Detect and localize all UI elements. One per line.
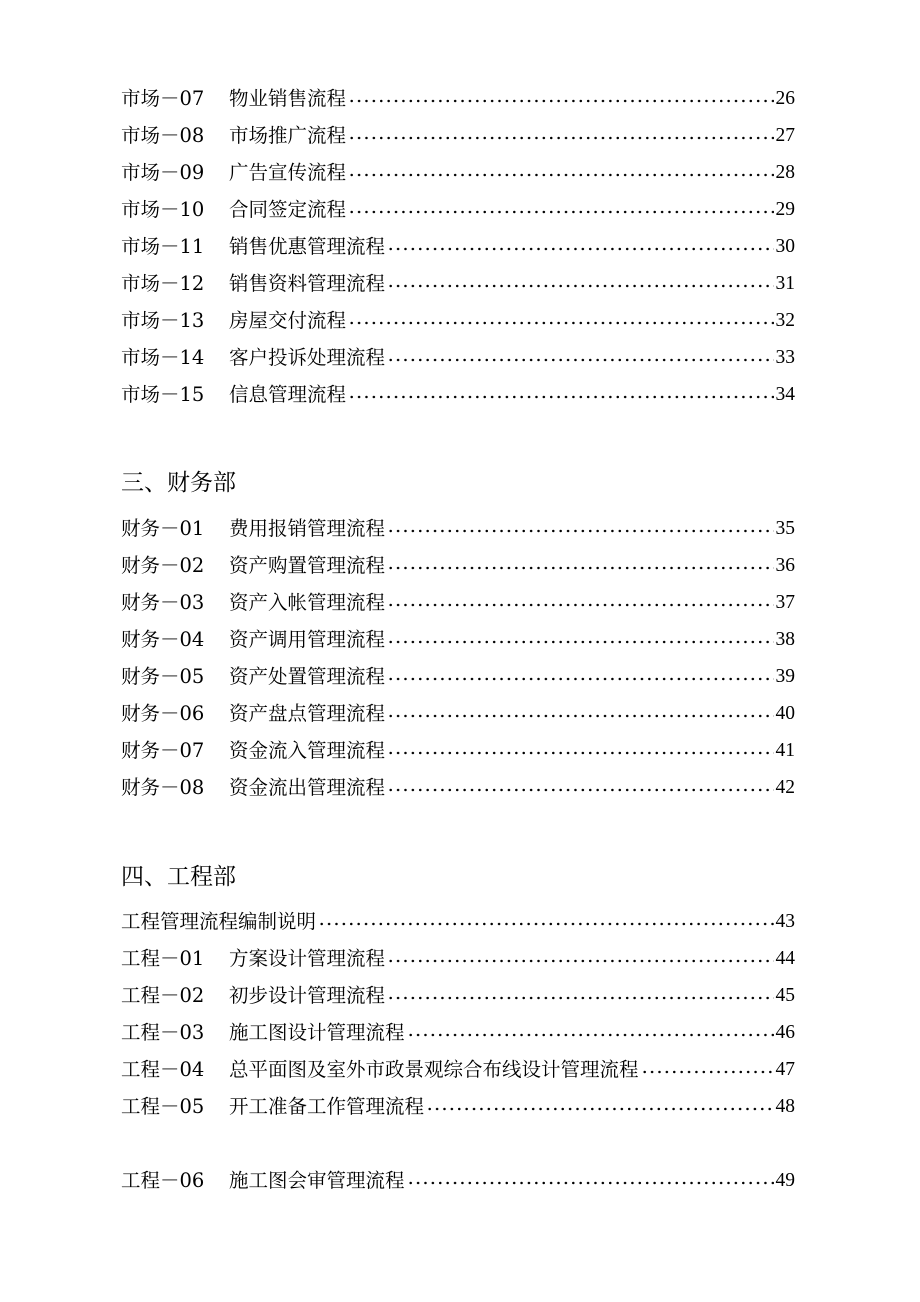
entry-page-number: 43 xyxy=(775,911,795,932)
entry-title: 资产入帐管理流程 xyxy=(229,591,386,614)
entry-code: 市场－08 xyxy=(121,124,205,147)
entry-code: 财务－04 xyxy=(121,628,205,651)
dot-leader xyxy=(426,1107,773,1111)
entry-code: 市场－11 xyxy=(121,235,205,258)
entry-page-number: 35 xyxy=(775,518,795,539)
toc-entry-market-14[interactable] xyxy=(121,343,795,373)
dot-leader xyxy=(387,640,773,644)
entry-code: 工程－03 xyxy=(121,1021,205,1044)
dot-leader xyxy=(387,959,773,963)
dot-leader xyxy=(387,284,773,288)
entry-title: 市场推广流程 xyxy=(229,124,347,147)
entry-page-number: 46 xyxy=(775,1022,795,1043)
toc-entry-finance-01[interactable] xyxy=(121,514,795,544)
entry-page-number: 48 xyxy=(775,1096,795,1117)
entry-title: 资产处置管理流程 xyxy=(229,665,386,688)
toc-entry-market-11[interactable] xyxy=(121,232,795,262)
entry-code: 财务－06 xyxy=(121,702,205,725)
entry-code: 财务－02 xyxy=(121,554,205,577)
entry-page-number: 41 xyxy=(775,740,795,761)
entry-code: 工程－01 xyxy=(121,947,205,970)
entry-page-number: 26 xyxy=(775,88,795,109)
entry-title: 工程管理流程编制说明 xyxy=(121,910,317,933)
entry-page-number: 34 xyxy=(775,384,795,405)
entry-title: 销售优惠管理流程 xyxy=(229,235,386,258)
toc-entry-engineering-03[interactable] xyxy=(121,1018,795,1048)
entry-code: 财务－01 xyxy=(121,517,205,540)
entry-code: 市场－09 xyxy=(121,161,205,184)
toc-entry-finance-06[interactable] xyxy=(121,699,795,729)
dot-leader xyxy=(387,677,773,681)
toc-entry-engineering-intro[interactable] xyxy=(121,907,795,937)
entry-title: 客户投诉处理流程 xyxy=(229,346,386,369)
entry-code: 市场－15 xyxy=(121,383,205,406)
entry-code: 市场－12 xyxy=(121,272,205,295)
entry-page-number: 44 xyxy=(775,948,795,969)
dot-leader xyxy=(387,751,773,755)
entry-title: 施工图会审管理流程 xyxy=(229,1169,405,1192)
entry-code: 财务－08 xyxy=(121,776,205,799)
entry-code: 市场－14 xyxy=(121,346,205,369)
entry-code: 财务－03 xyxy=(121,591,205,614)
dot-leader xyxy=(348,173,773,177)
toc-entry-finance-07[interactable] xyxy=(121,736,795,766)
entry-title: 广告宣传流程 xyxy=(229,161,347,184)
entry-title: 开工准备工作管理流程 xyxy=(229,1095,425,1118)
entry-page-number: 38 xyxy=(775,629,795,650)
entry-code: 市场－07 xyxy=(121,87,205,110)
toc-entry-market-10[interactable] xyxy=(121,195,795,225)
dot-leader xyxy=(348,395,773,399)
entry-title: 资产调用管理流程 xyxy=(229,628,386,651)
dot-leader xyxy=(387,358,773,362)
toc-entry-market-07[interactable] xyxy=(121,84,795,114)
entry-code: 财务－05 xyxy=(121,665,205,688)
entry-page-number: 36 xyxy=(775,555,795,576)
dot-leader xyxy=(348,136,773,140)
toc-entry-finance-04[interactable] xyxy=(121,625,795,655)
section-heading-finance: 三、财务部 xyxy=(121,470,236,496)
entry-title: 施工图设计管理流程 xyxy=(229,1021,405,1044)
dot-leader xyxy=(641,1070,774,1074)
entry-page-number: 42 xyxy=(775,777,795,798)
section-heading-engineering: 四、工程部 xyxy=(121,864,236,890)
entry-title: 销售资料管理流程 xyxy=(229,272,386,295)
toc-entry-market-12[interactable] xyxy=(121,269,795,299)
toc-entry-engineering-06[interactable] xyxy=(121,1166,795,1196)
dot-leader xyxy=(387,247,773,251)
entry-title: 资产盘点管理流程 xyxy=(229,702,386,725)
entry-code: 工程－02 xyxy=(121,984,205,1007)
entry-title: 方案设计管理流程 xyxy=(229,947,386,970)
entry-page-number: 39 xyxy=(775,666,795,687)
entry-page-number: 37 xyxy=(775,592,795,613)
entry-code: 市场－10 xyxy=(121,198,205,221)
entry-code: 市场－13 xyxy=(121,309,205,332)
dot-leader xyxy=(387,529,773,533)
entry-title: 物业销售流程 xyxy=(229,87,347,110)
dot-leader xyxy=(348,210,773,214)
dot-leader xyxy=(387,603,773,607)
entry-page-number: 30 xyxy=(775,236,795,257)
toc-entry-engineering-01[interactable] xyxy=(121,944,795,974)
entry-title: 房屋交付流程 xyxy=(229,309,347,332)
dot-leader xyxy=(348,99,773,103)
entry-page-number: 45 xyxy=(775,985,795,1006)
entry-code: 财务－07 xyxy=(121,739,205,762)
entry-page-number: 29 xyxy=(775,199,795,220)
entry-title: 初步设计管理流程 xyxy=(229,984,386,1007)
dot-leader xyxy=(407,1181,774,1185)
dot-leader xyxy=(348,321,773,325)
dot-leader xyxy=(387,996,773,1000)
toc-entry-market-09[interactable] xyxy=(121,158,795,188)
toc-entry-finance-05[interactable] xyxy=(121,662,795,692)
toc-entry-engineering-05[interactable] xyxy=(121,1092,795,1122)
dot-leader xyxy=(387,714,773,718)
entry-title: 资金流入管理流程 xyxy=(229,739,386,762)
entry-title: 费用报销管理流程 xyxy=(229,517,386,540)
entry-code: 工程－05 xyxy=(121,1095,205,1118)
entry-title: 资产购置管理流程 xyxy=(229,554,386,577)
entry-title: 资金流出管理流程 xyxy=(229,776,386,799)
entry-page-number: 33 xyxy=(775,347,795,368)
toc-entry-finance-03[interactable] xyxy=(121,588,795,618)
entry-code: 工程－04 xyxy=(121,1058,205,1081)
entry-page-number: 31 xyxy=(775,273,795,294)
entry-title: 总平面图及室外市政景观综合布线设计管理流程 xyxy=(229,1058,639,1081)
entry-page-number: 49 xyxy=(775,1170,795,1191)
toc-entry-market-15[interactable] xyxy=(121,380,795,410)
toc-entry-market-13[interactable] xyxy=(121,306,795,336)
entry-title: 信息管理流程 xyxy=(229,383,347,406)
toc-entry-engineering-04[interactable] xyxy=(121,1055,795,1085)
entry-code: 工程－06 xyxy=(121,1169,205,1192)
dot-leader xyxy=(407,1033,774,1037)
toc-entry-market-08[interactable] xyxy=(121,121,795,151)
toc-entry-engineering-02[interactable] xyxy=(121,981,795,1011)
entry-page-number: 40 xyxy=(775,703,795,724)
dot-leader xyxy=(387,788,773,792)
entry-page-number: 27 xyxy=(775,125,795,146)
entry-page-number: 32 xyxy=(775,310,795,331)
entry-page-number: 47 xyxy=(775,1059,795,1080)
dot-leader xyxy=(318,922,773,926)
toc-entry-finance-08[interactable] xyxy=(121,773,795,803)
entry-page-number: 28 xyxy=(775,162,795,183)
toc-entry-finance-02[interactable] xyxy=(121,551,795,581)
dot-leader xyxy=(387,566,773,570)
entry-title: 合同签定流程 xyxy=(229,198,347,221)
